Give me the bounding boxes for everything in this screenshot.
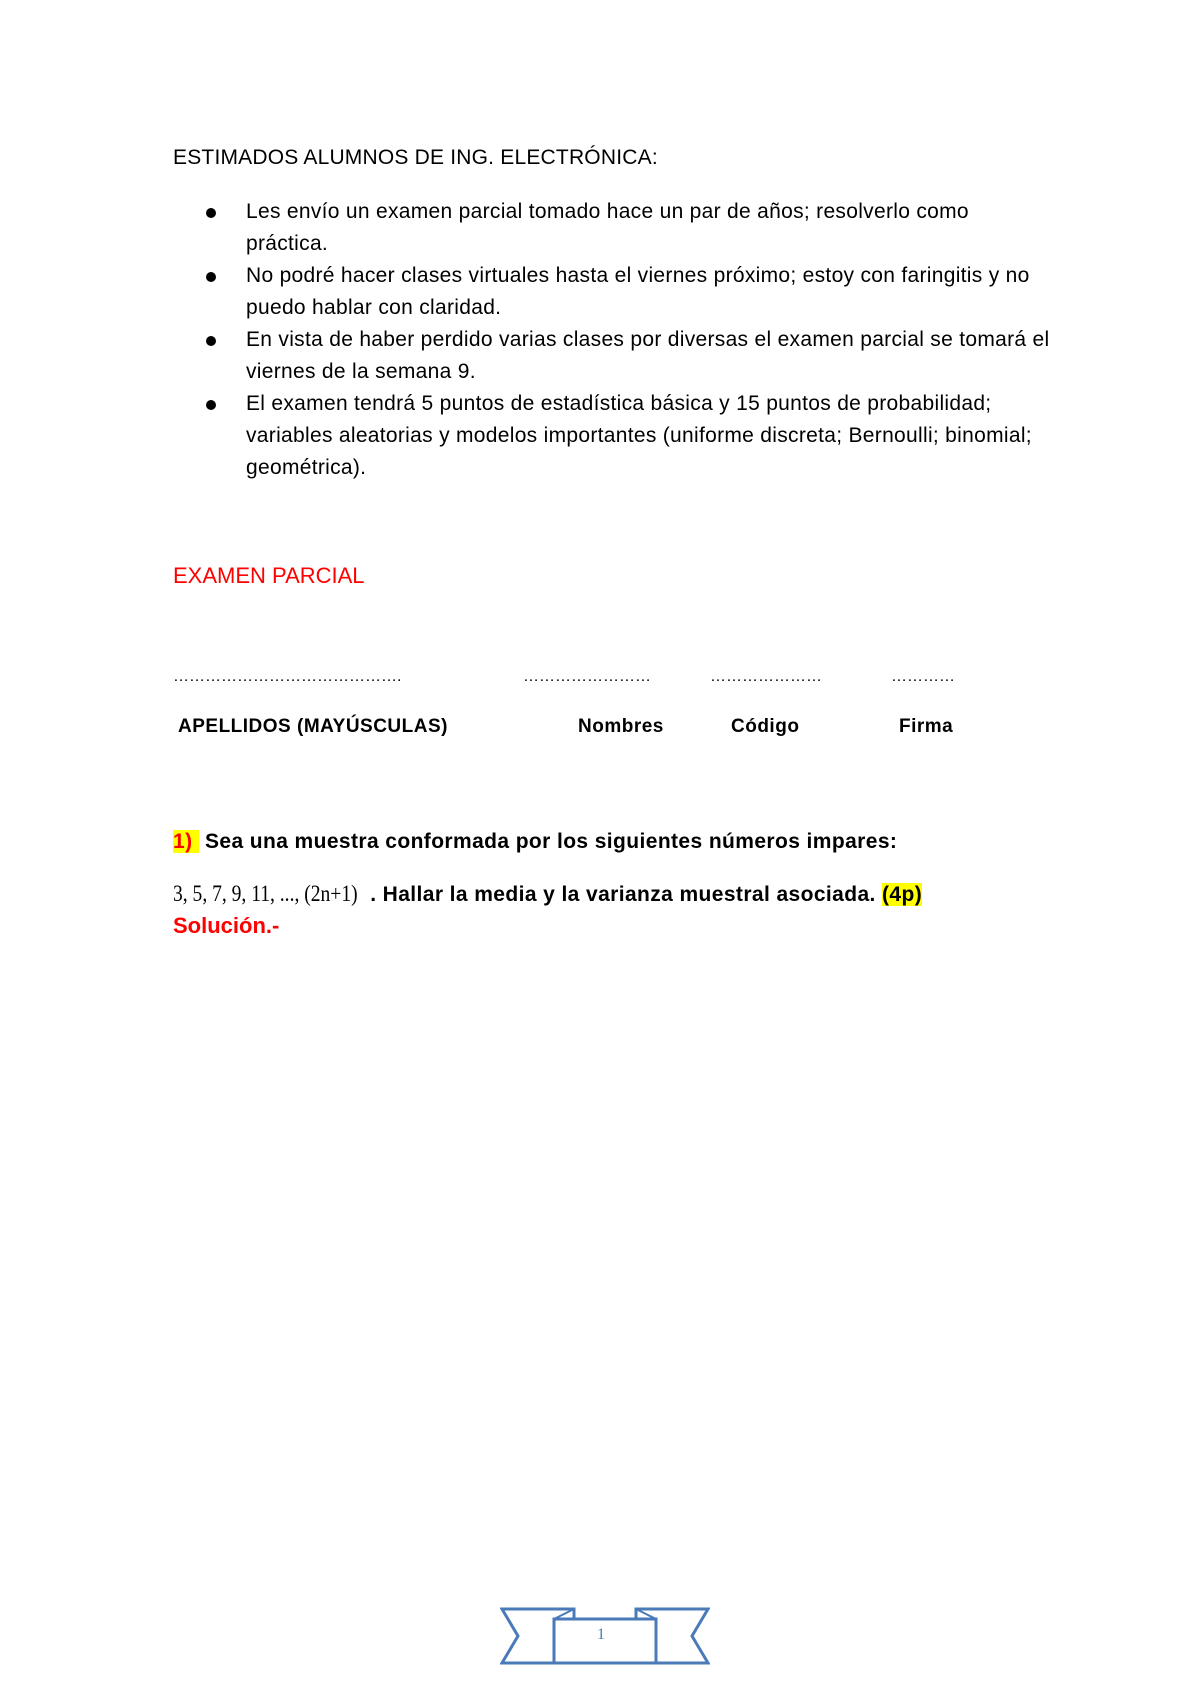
signature-label: Firma <box>899 716 954 737</box>
names-blank: …………………… <box>523 668 651 685</box>
solution-label: Solución.- <box>173 913 280 938</box>
bullet-icon <box>206 400 216 410</box>
surname-blank: ……………………………………. <box>173 668 402 685</box>
note-text: Les envío un examen parcial tomado hace un par de años; resolverlo como práctica. <box>246 200 969 255</box>
list-item <box>173 324 1053 388</box>
notes-list <box>173 196 1053 484</box>
code-label: Código <box>731 716 800 737</box>
bullet-icon <box>206 272 216 282</box>
question-1 <box>173 816 1030 921</box>
names-label: Nombres <box>578 716 664 737</box>
question-number: 1) <box>173 830 193 853</box>
number-sequence: 3, 5, 7, 9, 11, ..., (2n+1) <box>173 881 358 906</box>
greeting-heading: ESTIMADOS ALUMNOS DE ING. ELECTRÓNICA: <box>173 146 658 169</box>
question-text: Sea una muestra conformada por los siguientes números impares: <box>198 830 898 853</box>
exam-title: EXAMEN PARCIAL <box>173 563 365 588</box>
list-item <box>173 260 1053 324</box>
points-badge: (4p) <box>882 883 923 906</box>
note-text: El examen tendrá 5 puntos de estadística básica y 15 puntos de probabilidad; variables aleatorias y modelos importantes (uniforme discreta; Bernoulli; binomial; geométrica). <box>246 392 1032 479</box>
bullet-icon <box>206 336 216 346</box>
list-item <box>173 196 1053 260</box>
note-text: En vista de haber perdido varias clases por diversas el examen parcial se tomará el viernes de la semana 9. <box>246 328 1050 383</box>
question-task: . Hallar la media y la varianza muestral asociada. <box>370 883 876 906</box>
surname-label: APELLIDOS (MAYÚSCULAS) <box>178 716 448 737</box>
signature-blank: ………… <box>891 668 955 685</box>
list-item <box>173 388 1053 484</box>
page-number: 1 <box>597 1626 605 1643</box>
note-text: No podré hacer clases virtuales hasta el viernes próximo; estoy con faringitis y no puedo hablar con claridad. <box>246 264 1030 319</box>
code-blank: ………………… <box>710 668 822 685</box>
bullet-icon <box>206 208 216 218</box>
